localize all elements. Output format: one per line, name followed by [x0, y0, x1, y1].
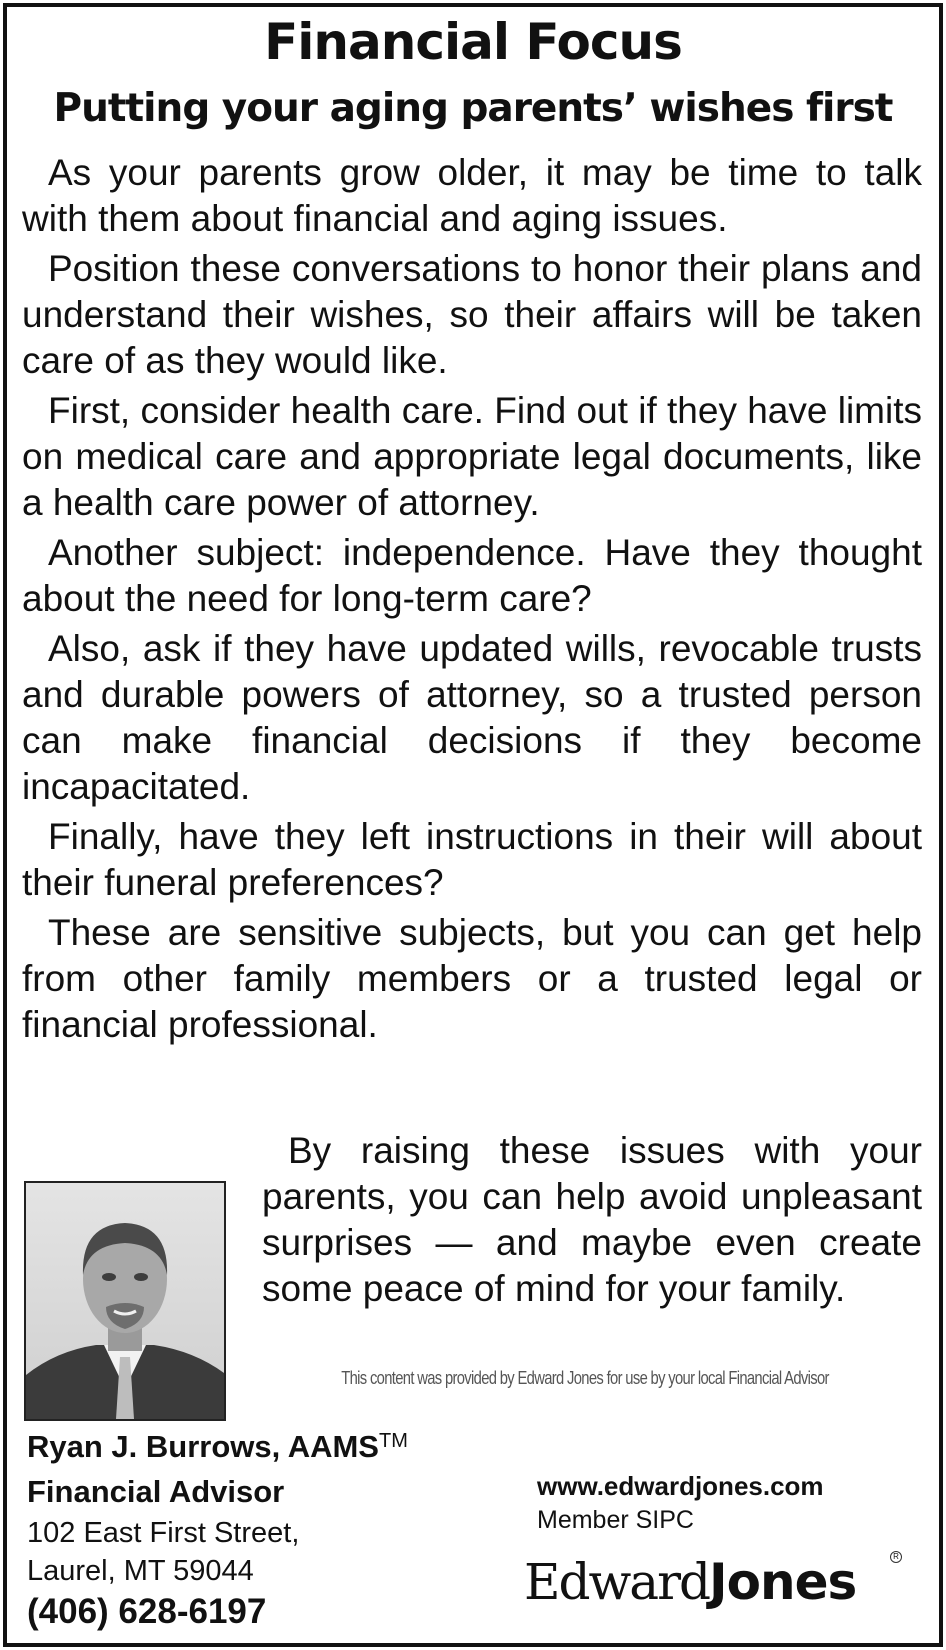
edward-jones-logo — [524, 1553, 904, 1615]
article-paragraph-1: As your parents grow older, it may be time to talk with them about financial and aging issues. — [22, 152, 922, 239]
advisor-name-text: Ryan J. Burrows, AAMS — [27, 1429, 379, 1464]
advisor-name — [27, 1421, 408, 1467]
page-title: Financial Focus — [264, 13, 682, 71]
article-headline: Putting your aging parents’ wishes first — [53, 86, 893, 131]
advisor-title: Financial Advisor — [27, 1474, 285, 1509]
registered-mark-icon: R — [890, 1551, 902, 1563]
phone-number: (406) 628-6197 — [27, 1592, 267, 1631]
article-body — [22, 150, 922, 1048]
content-credit: This content was provided by Edward Jones for use by your local Financial Advisor — [341, 1368, 829, 1388]
article-paragraph-2: Position these conversations to honor their plans and understand their wishes, so their affairs will be taken care of as they would like. — [22, 248, 922, 381]
article-paragraph-8: By raising these issues with your parents, you can help avoid unpleasant surprises — and maybe even create some peace of mind for your family. — [262, 1130, 922, 1309]
article-paragraph-5: Also, ask if they have updated wills, revocable trusts and durable powers of attorney, so a trusted person can make financial decisions if they become incapacitated. — [22, 628, 922, 807]
advisor-photo — [24, 1181, 226, 1421]
company-website: www.edwardjones.com — [537, 1471, 824, 1501]
address-line-1: 102 East First Street, — [27, 1517, 300, 1549]
member-sipc: Member SIPC — [537, 1506, 694, 1534]
trademark-mark: TM — [378, 1430, 408, 1452]
article-paragraph-7: These are sensitive subjects, but you can get help from other family members or a trusted legal or financial professional. — [22, 912, 922, 1045]
article-paragraph-3: First, consider health care. Find out if they have limits on medical care and appropriate legal documents, like a health care power of attorney. — [22, 390, 922, 523]
logo-word-jones: Jones — [709, 1553, 857, 1611]
address-line-2: Laurel, MT 59044 — [27, 1555, 254, 1587]
article-paragraph-6: Finally, have they left instructions in their will about their funeral preferences? — [22, 816, 922, 903]
article-paragraph-4: Another subject: independence. Have they thought about the need for long-term care? — [22, 532, 922, 619]
logo-word-edward: Edward — [524, 1553, 710, 1611]
